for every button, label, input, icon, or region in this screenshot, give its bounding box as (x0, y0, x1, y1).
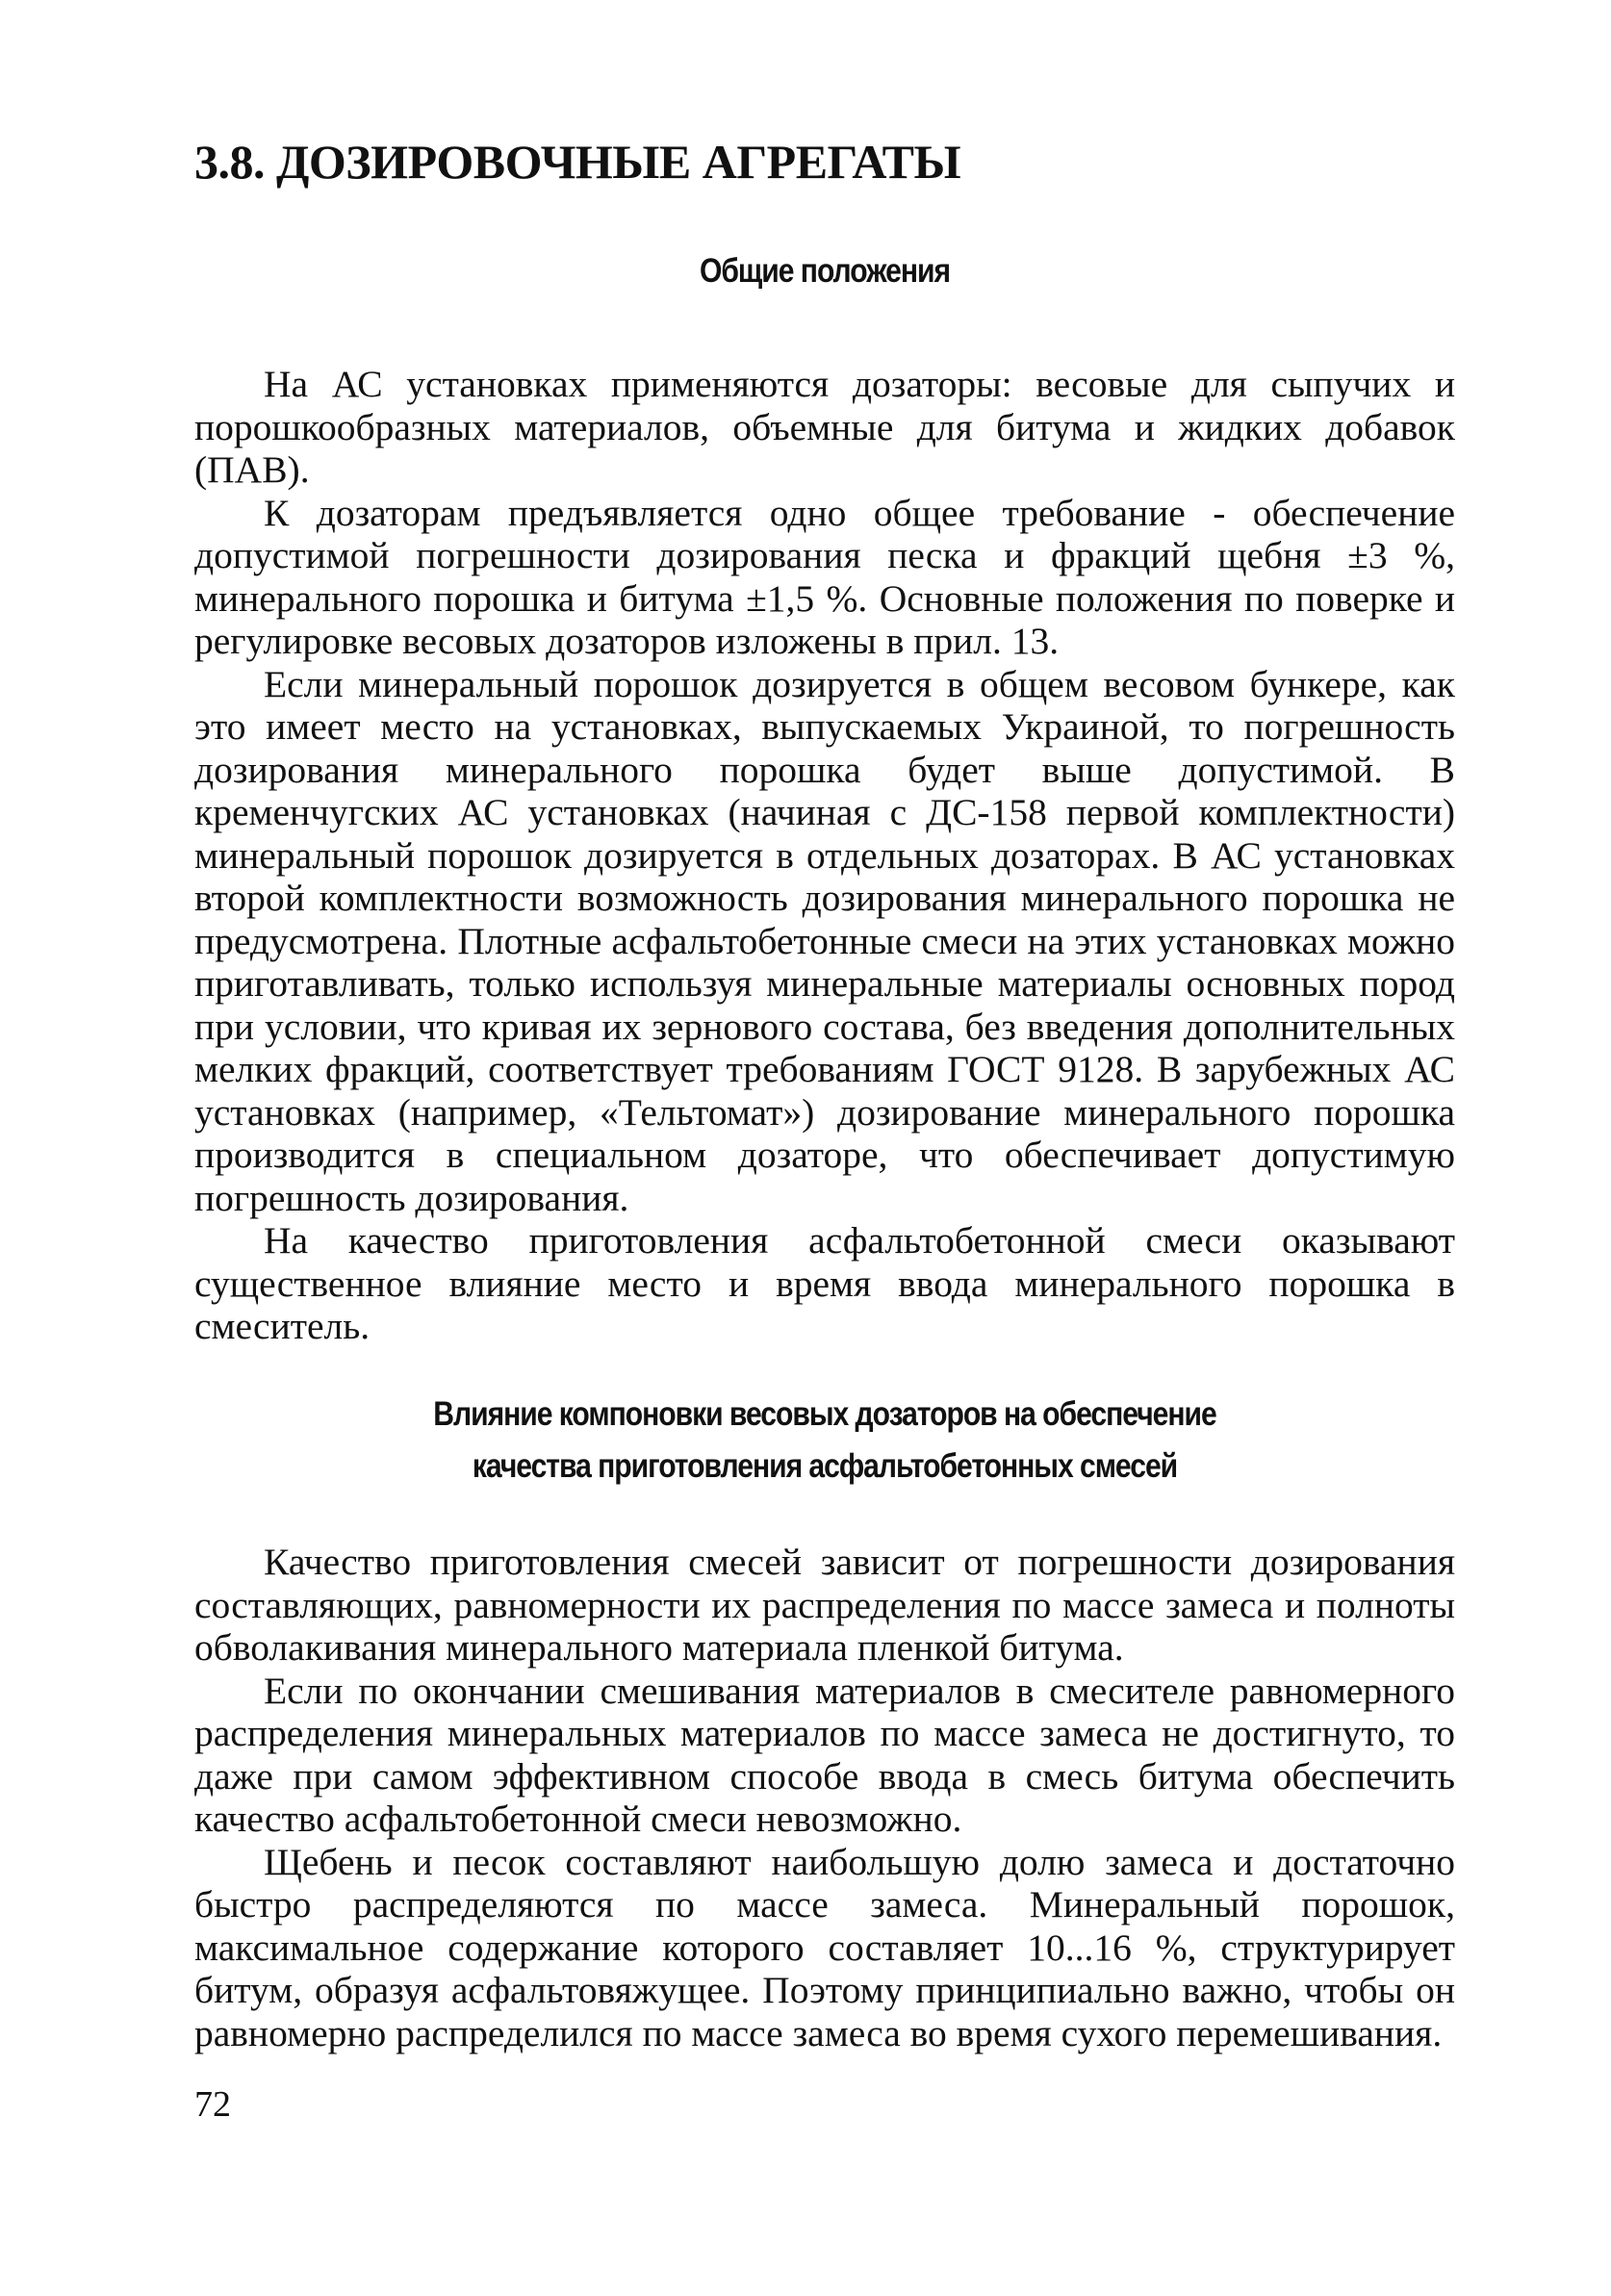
paragraph: На АС установках применяются дозаторы: весовые для сыпучих и порошкообразных материалов, объемные для битума и жидких добавок (ПАВ). (194, 363, 1455, 491)
chapter-title: 3.8. ДОЗИРОВОЧНЫЕ АГРЕГАТЫ (194, 135, 961, 189)
section-heading-dosers-layout-line2: качества приготовления асфальтобетонных смесей (472, 1447, 1178, 1485)
paragraph: Качество приготовления смесей зависит от погрешности дозирования составляющих, равномерности их распределения по массе замеса и полноты обволакивания минерального материала пленкой битума. (194, 1541, 1455, 1669)
paragraph: Щебень и песок составляют наибольшую долю замеса и достаточно быстро распределяются по массе замеса. Минеральный порошок, максимальное содержание которого составляет 10...16 %, структурирует битум, образуя асфальтовяжущее. Поэтому принципиально важно, чтобы он равномерно распределился по массе замеса во время сухого перемешивания. (194, 1840, 1455, 2054)
section-dosers-layout (194, 1389, 1455, 2054)
section-heading-general: Общие положения (699, 252, 950, 290)
paragraph: Если минеральный порошок дозируется в общем весовом бункере, как это имеет место на установках, выпускаемых Украиной, то погрешность дозирования минерального порошка будет выше допустимой. В кременчугских АС установках (начиная с ДС-158 первой комплектности) минеральный порошок дозируется в отдельных дозаторах. В АС установках второй комплектности возможность дозирования минерального порошка не предусмотрена. Плотные асфальтобетонные смеси на этих установках можно приготавливать, только используя минеральные материалы основных пород при условии, что кривая их зернового состава, без введения дополнительных мелких фракций, соответствует требованиям ГОСТ 9128. В зарубежных АС установках (например, «Тельтомат») дозирование минерального порошка производится в специальном дозаторе, что обеспечивает допустимую погрешность дозирования. (194, 662, 1455, 1219)
page-number: 72 (194, 2084, 231, 2125)
section-heading-dosers-layout-line1: Влияние компоновки весовых дозаторов на обеспечение (433, 1395, 1216, 1433)
paragraph: Если по окончании смешивания материалов в смесителе равномерного распределения минеральных материалов по массе замеса не достигнуто, то даже при самом эффективном способе ввода в смесь битума обеспечить качество асфальтобетонной смеси невозможно. (194, 1669, 1455, 1840)
paragraph: К дозаторам предъявляется одно общее требование - обеспечение допустимой погрешности дозирования песка и фракций щебня ±3 %, минерального порошка и битума ±1,5 %. Основные положения по поверке и регулировке весовых дозаторов изложены в прил. 13. (194, 491, 1455, 662)
paragraph: На качество приготовления асфальтобетонной смеси оказывают существенное влияние место и время ввода минерального порошка в смеситель. (194, 1219, 1455, 1347)
section-general (194, 245, 1455, 1348)
